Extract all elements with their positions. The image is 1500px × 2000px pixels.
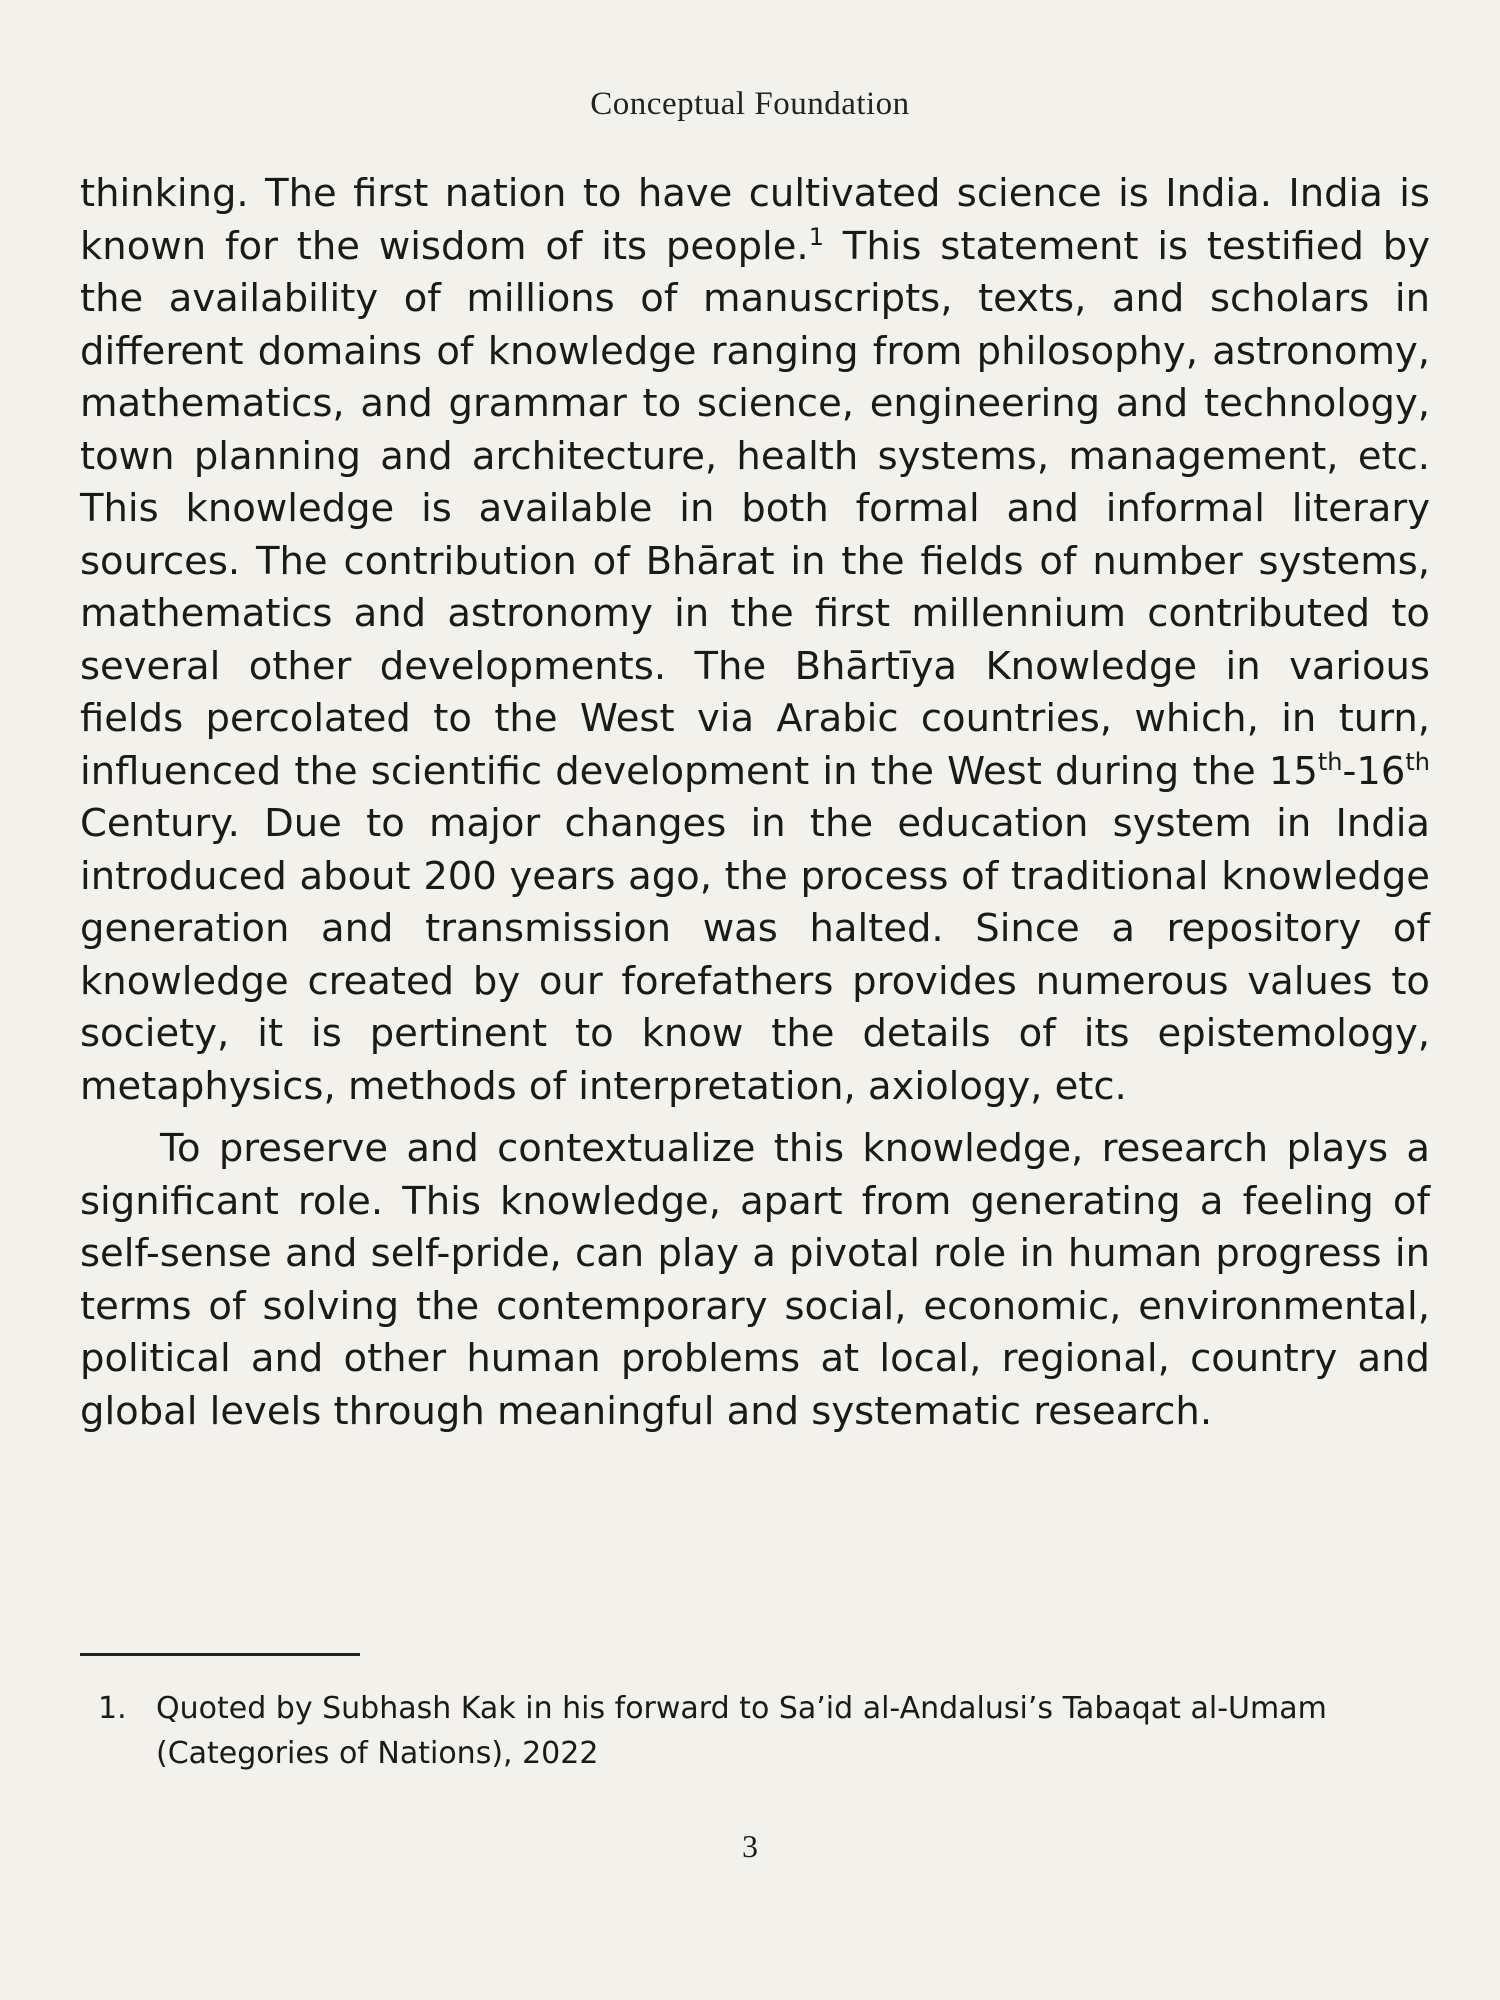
century-range: -16 [1342,748,1406,794]
paragraph-1-part-2: This statement is testified by the availability of millions of manuscripts, texts, and scholars in different domains of knowledge ranging from philosophy, astronomy, mathematics, and grammar to science, engineering and technology, town planning and architecture, health systems, management, etc. This knowledge is available in both formal and informal literary sources. The contribution of Bhārat in the fields of number systems, mathematics and astronomy in the first millennium contributed to several other developments. The Bhārtīya Knowledge in various fields percolated to the West via Arabic countries, which, in turn, influenced the scientific development in the West during the 15 [80,223,1430,794]
paragraph-1-part-1: thinking. The first nation to have cultivated science is India. India is known for the wisdom of its people. [80,171,1430,269]
paragraph-2: To preserve and contextualize this knowledge, research plays a significant role. This knowledge, apart from generating a feeling of self-sense and self-pride, can play a pivotal role in human progress in terms of solving the contemporary social, economic, environmental, political and other human problems at local, regional, country and global levels through meaningful and systematic research. [80,1126,1430,1434]
footnote-number: 1. [98,1691,127,1726]
footnote-text: Quoted by Subhash Kak in his forward to Sa’id al-Andalusi’s Tabaqat al-Umam (Categories of Nations), 2022 [156,1691,1327,1771]
page-number: 3 [742,1828,758,1864]
running-head: Conceptual Foundation [590,86,910,122]
footnote-reference: 1 [808,222,824,251]
footnote-rule [80,1653,360,1656]
superscript-th-2: th [1405,747,1430,776]
body-text [80,168,1430,1438]
paragraph-1 [80,168,1430,1113]
superscript-th-1: th [1317,747,1343,776]
paragraph-1-part-3: Century. Due to major changes in the education system in India introduced about 200 years ago, the process of traditional knowledge generation and transmission was halted. Since a repository of knowledge created by our forefathers provides numerous values to society, it is pertinent to know the details of its epistemology, metaphysics, methods of interpretation, axiology, etc. [80,801,1430,1109]
footnote [98,1686,1428,1776]
